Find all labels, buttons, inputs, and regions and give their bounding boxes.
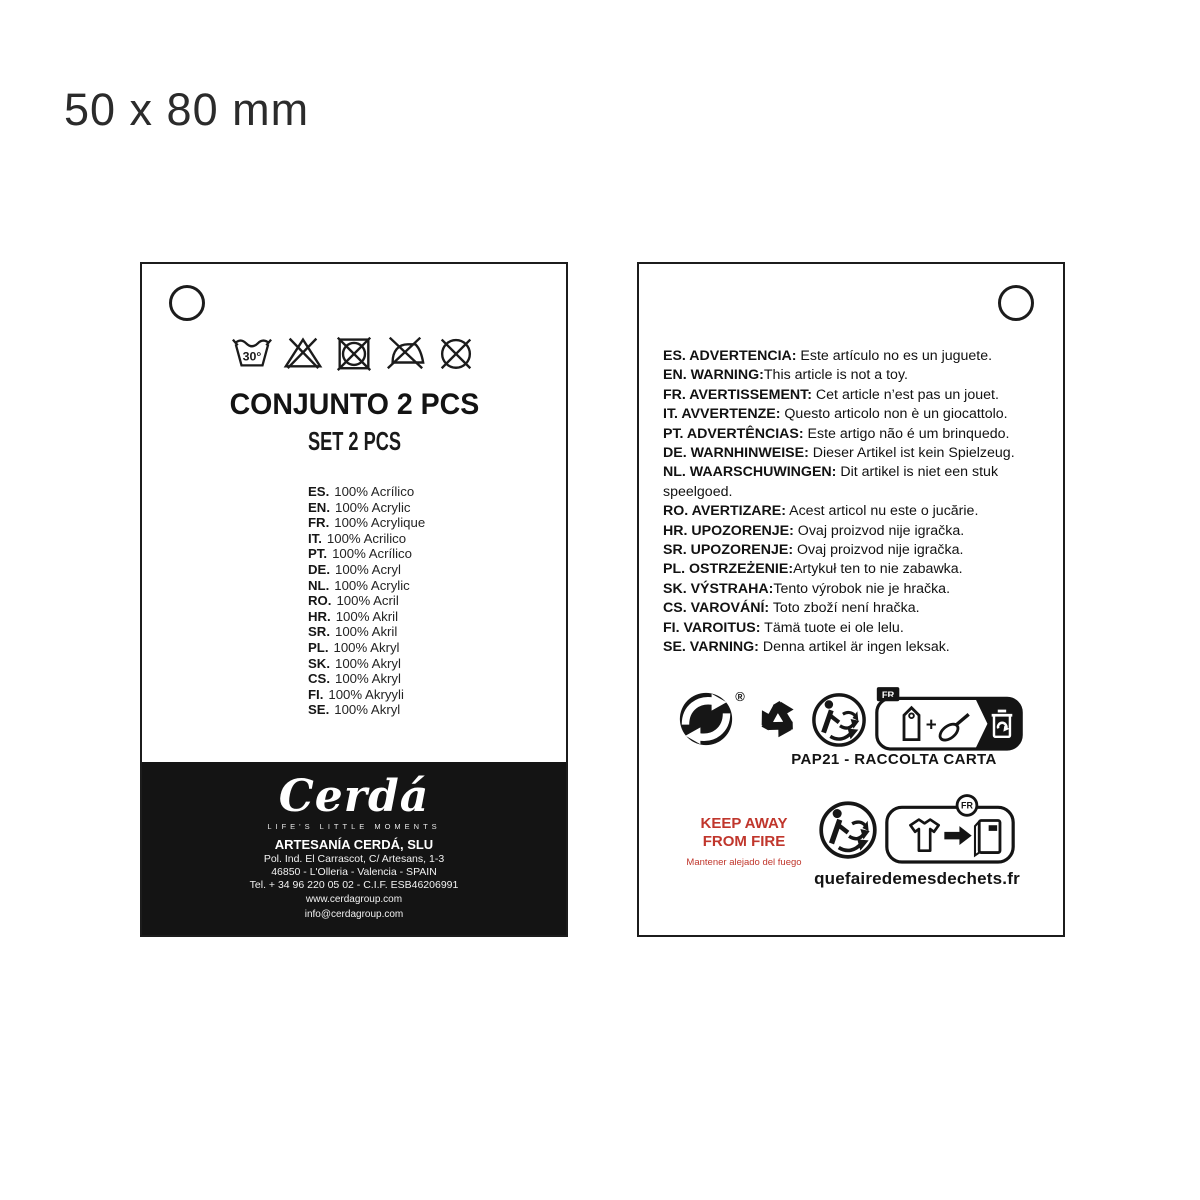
product-title: CONJUNTO 2 PCS	[229, 388, 479, 421]
svg-text:FR: FR	[881, 689, 895, 700]
svg-text:+: +	[925, 713, 937, 735]
sorting-url: quefairedemesdechets.fr	[814, 869, 1020, 888]
paper-recycling-row	[639, 686, 1063, 752]
warning-row: HR. UPOZORENJE: Ovaj proizvod nije igračka.	[663, 522, 965, 539]
warning-row: SE. VARNING: Denna artikel är ingen leksak.	[663, 639, 950, 656]
do-not-iron-icon	[384, 332, 426, 372]
composition-row: NL. 100% Acrylic	[308, 577, 410, 593]
do-not-tumble-dry-icon	[333, 332, 375, 372]
page-title: 50 x 80 mm	[64, 84, 310, 135]
care-symbols-row	[142, 332, 566, 372]
composition-row: IT. 100% Acrilico	[308, 530, 407, 546]
svg-text:FR: FR	[961, 800, 973, 811]
pap-label: PAP21 - RACCOLTA CARTA	[791, 751, 997, 768]
info-tri-textile-icon	[884, 792, 1016, 866]
warning-row: EN. WARNING:This article is not a toy.	[663, 367, 908, 384]
warnings-list	[663, 347, 1047, 658]
triman-icon	[811, 688, 867, 750]
arrow-icon	[944, 826, 971, 845]
hang-tag-icon	[904, 708, 919, 740]
warning-row: SK. VÝSTRAHA:Tento výrobok nie je hračka.	[663, 580, 951, 597]
composition-row: SE. 100% Akryl	[308, 702, 401, 718]
email: info@cerdagroup.com	[304, 908, 404, 920]
warning-row: FI. VAROITUS: Tämä tuote ei ole lelu.	[663, 619, 904, 636]
hang-hole	[998, 285, 1034, 321]
warning-row: SR. UPOZORENJE: Ovaj proizvod nije igračka.	[663, 542, 964, 559]
composition-row: DE. 100% Acryl	[308, 561, 401, 577]
hang-hole	[169, 285, 205, 321]
svg-text:30°: 30°	[242, 349, 262, 364]
textile-sorting-block	[797, 792, 1037, 889]
do-not-bleach-icon	[282, 332, 324, 372]
warning-row: NL. WAARSCHUWINGEN: Dit artikel is niet een stuk speelgoed.	[663, 464, 999, 500]
green-point-icon	[678, 691, 734, 747]
composition-row: EN. 100% Acrylic	[308, 499, 411, 515]
company-name: ARTESANÍA CERDÁ, SLU	[274, 837, 434, 852]
composition-row: ES. 100% Acrílico	[308, 484, 415, 499]
warning-row: DE. WARNHINWEISE: Dieser Artikel ist kein Spielzeug.	[663, 445, 1015, 462]
keep-away-heading: KEEP AWAY FROM FIRE	[700, 815, 788, 850]
front-tag	[140, 262, 568, 937]
composition-row: CS. 100% Akryl	[308, 671, 401, 687]
product-subtitle: SET 2 PCS	[307, 426, 401, 456]
tshirt-icon	[910, 820, 938, 851]
container-icon	[975, 821, 1000, 856]
whisk-icon	[937, 714, 969, 743]
recycle-icon	[752, 693, 804, 745]
registered-mark: ®	[735, 689, 745, 704]
info-tri-paper-icon	[874, 686, 1024, 752]
warning-row: ES. ADVERTENCIA: Este artículo no es un juguete.	[663, 348, 993, 364]
brand-footer	[142, 762, 566, 935]
brand-logo: Cerdá	[278, 771, 430, 822]
composition-row: PL. 100% Akryl	[308, 639, 400, 655]
triman-icon	[818, 796, 878, 862]
warning-row: IT. AVVERTENZE: Questo articolo non è un giocattolo.	[663, 406, 1008, 423]
warning-row: CS. VAROVÁNÍ: Toto zboží není hračka.	[663, 600, 920, 617]
back-tag	[637, 262, 1065, 937]
composition-row: HR. 100% Akril	[308, 608, 399, 624]
wash-30-icon	[231, 332, 273, 372]
warning-row: PL. OSTRZEŻENIE:Artykuł ten to nie zabawka.	[663, 561, 963, 578]
keep-away-subtext: Mantener alejado del fuego	[686, 857, 802, 868]
warning-row: FR. AVERTISSEMENT: Cet article n’est pas un jouet.	[663, 386, 999, 403]
composition-list	[308, 484, 425, 718]
composition-row: FI. 100% Akryyli	[308, 686, 404, 702]
do-not-dry-clean-icon	[435, 332, 477, 372]
composition-row: SK. 100% Akryl	[308, 655, 401, 671]
address-line: 46850 - L'Olleria - Valencia - SPAIN	[271, 866, 437, 878]
composition-row: RO. 100% Acril	[308, 593, 399, 609]
composition-row: PT. 100% Acrílico	[308, 546, 412, 562]
website: www.cerdagroup.com	[305, 894, 403, 905]
address-line: Pol. Ind. El Carrascot, C/ Artesans, 1-3	[263, 853, 445, 865]
address-line: Tel. + 34 96 220 05 02 - C.I.F. ESB46206991	[249, 879, 459, 891]
composition-row: FR. 100% Acrylique	[308, 515, 426, 531]
brand-tagline: LIFE'S LITTLE MOMENTS	[267, 822, 441, 831]
composition-row: SR. 100% Akril	[308, 624, 398, 640]
warning-row: RO. AVERTIZARE: Acest articol nu este o jucărie.	[663, 503, 979, 520]
warning-row: PT. ADVERTÊNCIAS: Este artigo não é um brinquedo.	[663, 425, 1010, 442]
fire-warning	[679, 815, 809, 868]
